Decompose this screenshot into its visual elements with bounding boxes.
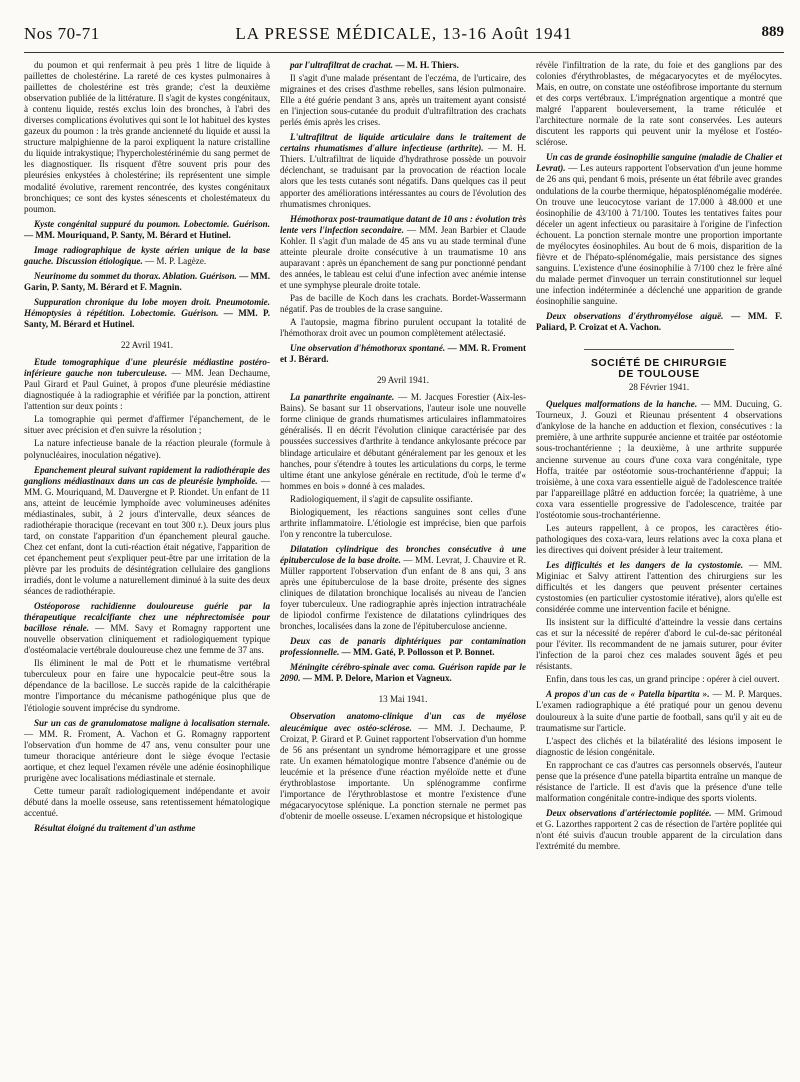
abstract (24, 297, 270, 330)
abstract-title: Un cas de grande éosinophilie sanguine (maladie de Chalier et Levrat). (536, 152, 782, 174)
abstract-title: L'ultrafiltrat de liquide articulaire dans le traitement de certains rhumatismes d'allure infectieuse (arthrite). (280, 132, 526, 154)
abstract-text: — MM. Jean Barbier et Claude Kohler. Il s'agit d'un malade de 45 ans vu au stade terminal d'une atteinte pleurale droite consécutive à un traumatisme 10 ans auparavant : après un épanchement de sang pur ponctionné pendant des années, le tableau est celui d'une infection avec anémie intense et une symphyse pleurale droite totale. (280, 224, 526, 290)
abstract-text: — Les auteurs rapportent l'observation d'un jeune homme de 26 ans qui, pendant 6 mois, présente un état fébrile avec grandes ondulations de la courbe thermique, hépatosplénomégalie modérée. On trouve une leucocytose variant de 17.000 à 48.000 et une éosinophilie de 43/100 à 71/100. Toutes les tentatives faites pour déceler un agent infectieux ou parasitaire à l'origine de l'infection échouent. La ponction sternale montre une proportion importante de myélocytes éosinophiles. Au bout de 6 mois, disparition de la fièvre et de l'hépato-splénomégalie, mais persistance des signes sanguins. L'existence d'une éosinophilie à 7/100 chez le frère aîné du malade permet d'invoquer un terrain constitutionnel sur lequel une infection indéterminée a déclenché une apparition de grande éosinophilie sanguine. (536, 163, 782, 306)
abstract-title: Neurinome du sommet du thorax. Ablation. Guérison. (34, 270, 237, 281)
abstract-text: — MM. Grimoud et G. Lazorthes rapportent 2 cas de résection de l'artère poplitée qui n'ont été suivis d'aucun trouble apparent de la circulation dans l'extrémité du membre. (536, 807, 782, 852)
abstract (280, 544, 526, 632)
abstract-text: — M. P. Marques. L'examen radiographique a été pratiqué pour un genou devenu douloureux à la suite d'une partie de football, sans qu'il y ait eu de traumatisme sur l'article. (536, 689, 782, 733)
abstract-title: Dilatation cylindrique des bronches consécutive à une épituberculose de la base droite. (280, 543, 526, 565)
abstract-title: Suppuration chronique du lobe moyen droit. Pneumotomie. Hémoptysies à répétition. Lobectomie. Guérison. (24, 296, 270, 318)
abstract-title: Deux cas de panaris diphtériques par contamination professionnelle. (280, 636, 526, 658)
abstract (280, 343, 526, 365)
abstract-title: Une observation d'hémothorax spontané. (290, 343, 446, 354)
paragraph: La tomographie qui permet d'affirmer l'épanchement, de le situer avec précision et d'en suivre la résolution ; (24, 414, 270, 436)
abstract-title: Kyste congénital suppuré du poumon. Lobectomie. Guérison. (34, 218, 270, 229)
abstract (24, 718, 270, 784)
abstract-title: Deux observations d'érythromyélose aiguë. (546, 311, 724, 322)
abstract-authors: — MM. R. Froment et J. Bérard. (280, 343, 526, 365)
abstract (24, 357, 270, 412)
abstract-text: — MM. J. Dechaume, P. Croizat, P. Girard et P. Guinet rapportent l'observation d'un homme de 56 ans présentant un syndrome hémorragipare et une grosse rate. Un examen hématologique montre l'absence d'anémie ou de leucémie et la présence d'une réaction myéloïde nette et d'une érythroblastose importante. Un splénogramme confirme l'importance de l'érythroblastose et montre l'existence d'une mégacaryocytose splénique. La ponction sternale ne permet pas d'obtenir de moelle osseuse. L'examen nécropsique et histologique (280, 722, 526, 821)
abstract-title: Hémothorax post-traumatique datant de 10 ans : évolution très lente vers l'infection secondaire. (280, 213, 526, 235)
abstract-title: Quelques malformations de la hanche. (546, 399, 698, 410)
abstract (280, 60, 526, 71)
abstract-title: Les difficultés et les dangers de la cystostomie. (546, 559, 744, 570)
abstract-text: — MM. Savy et Romagny rapportent une nouvelle observation cliniquement et radiologiquement typique d'ostéomalacie vertébrale douloureuse chez une femme de 37 ans. (24, 623, 270, 656)
abstract (24, 245, 270, 267)
abstract-authors: — MM. F. Paliard, P. Croizat et A. Vachon. (536, 311, 782, 333)
abstract (536, 689, 782, 733)
abstract (280, 214, 526, 291)
abstract (24, 465, 270, 598)
abstract-authors: — MM. Mouriquand, P. Santy, M. Bérard et Hutinel. (24, 229, 231, 240)
abstract-authors: — MM. P. Delore, Marion et Vagneux. (302, 673, 452, 684)
paragraph: Les auteurs rappellent, à ce propos, les caractères étio-pathologiques des coxa-vara, leurs relations avec la coxa plana et les directives qui doivent présider à leur traitement. (536, 522, 782, 555)
paragraph: En rapprochant ce cas d'autres cas personnels observés, l'auteur pense que la présence d'une patella bipartita entraîne un manque de résistance de l'article. Il est d'avis que la présence d'une telle malformation congénitale contre-indique des sports violents. (536, 759, 782, 803)
abstract-authors: — M. H. Thiers. (395, 60, 459, 70)
abstract (536, 399, 782, 521)
abstract-title: Résultat éloigné du traitement d'un asthme (34, 823, 196, 833)
abstract (280, 392, 526, 491)
paragraph: Pas de bacille de Koch dans les crachats. Bordet-Wassermann négatif. Pas de troubles de la crase sanguine. (280, 292, 526, 314)
session-date: 13 Mai 1941. (378, 694, 428, 705)
abstract-title: Image radiographique de kyste aérien unique de la base gauche. Discussion étiologique. (24, 244, 270, 266)
paragraph: Enfin, dans tous les cas, un grand principe : opérer à ciel ouvert. (546, 674, 780, 685)
paragraph: révèle l'infiltration de la rate, du foie et des ganglions par des colonies d'érythroblastes, de mégacaryocytes et de myélocytes. Mais, en outre, on constate une ostéofibrose importante du sternum et des corps vertébraux. L'imprégnation argentique a montré que malgré l'apparent bouleversement, la trame réticulée et l'architecture normale de la rate sont conservées. Les auteurs discutent les rapports qui peuvent unir la myélose et l'ostéo-sclérose. (536, 60, 782, 148)
abstract-title: Ostéoporose rachidienne douloureuse guérie par la thérapeutique recalcifiante chez une néphrectomisée pour bacillose rénale. (24, 601, 270, 634)
abstract-title: Observation anatomo-clinique d'un cas de myélose aleucémique avec ostéo-sclérose. (280, 711, 526, 733)
abstract-title: Deux observations d'artériectomie poplitée. (546, 807, 712, 818)
abstract-text: — MM. Miginiac et Salvy attirent l'attention des chirurgiens sur les difficultés et les dangers que peuvent présenter certaines cystostomies (en particulier cystostomie itérative), alors qu'elle est considérée comme une intervention facile et bénigne. (536, 559, 782, 615)
abstract-authors: — MM. Gaté, P. Pollosson et P. Bonnet. (341, 647, 495, 658)
paragraph: A l'autopsie, magma fibrino purulent occupant la totalité de l'hémothorax droit avec un poumon complètement atélectasié. (280, 317, 526, 339)
abstract-title: Sur un cas de granulomatose maligne à localisation sternale. (34, 717, 270, 728)
paragraph: Ils éliminent le mal de Pott et le rhumatisme vertébral tuberculeux pour en faire une hypocalcie peut-être sous la dépendance de la bacillose. Le succès rapide de la calcithérapie montre l'importance du mécanisme pathogénique plus que de l'étiologie souvent imprécise du syndrome. (24, 658, 270, 713)
abstract-title: Méningite cérébro-spinale avec coma. Guérison rapide par le 2090. (280, 662, 526, 684)
paragraph: Il s'agit d'une malade présentant de l'eczéma, de l'urticaire, des migraines et des crises d'asthme rebelles, sans lésion pulmonaire. Elle a été guérie pendant 3 ans, après un traitement ayant consisté en l'injection sous-cutanée du produit d'ultrafiltration des crachats perlés émis après les crises. (280, 73, 526, 128)
header-rule (24, 52, 784, 53)
abstract (536, 311, 782, 333)
column-1 (24, 60, 270, 1068)
paragraph: du poumon et qui renfermait à peu près 1 litre de liquide à paillettes de cholestérine. La rareté de ces kystes pulmonaires à paillettes de cholestérine est très grande; c'est la deuxième observation publiée de la littérature. Il s'agit de kystes congénitaux, à contenu liquide, restés exclus loin des bronches, à l'abri des diverses complications évolutives qui sont le lot habituel des kystes gazeux du poumon : la très grande ancienneté du liquide et aussi la structure malpighienne de la paroi expliquent la nature cristalline du liquide intrakystique; l'hypercholestérinémie du sang permet de les diagnostiquer. Ils risquent d'être souvent pris pour des pleurésies enkystées à cholestérine; ils représentent une simple modalité évolutive, rarement rencontrée, des kystes congénitaux bronchiques; ce sont des kystes sénescents et cholestémateux du poumon. (24, 60, 270, 214)
paragraph: L'aspect des clichés et la bilatéralité des lésions imposent le diagnostic de lésion congénitale. (536, 735, 782, 757)
abstract (536, 560, 782, 615)
abstract-title: Epanchement pleural suivant rapidement la radiothérapie des ganglions médiastinaux dans un cas de pleurésie lymphoïde. (24, 464, 270, 486)
abstract (280, 662, 526, 684)
abstract-title: par l'ultrafiltrat de crachat. (290, 60, 394, 70)
abstract (536, 152, 782, 307)
column-2 (280, 60, 526, 1068)
abstract-title: A propos d'un cas de « Patella bipartita ». (546, 689, 710, 700)
abstract-authors: — MM. P. Santy, M. Bérard et Hutinel. (24, 307, 270, 330)
abstract-authors: — M. P. Lagèze. (145, 255, 207, 266)
column-3 (536, 60, 782, 1068)
abstract (24, 601, 270, 656)
abstract-text: — MM. Jean Dechaume, Paul Girard et Paul Guinet, à propos d'une pleurésie médiastine diagnostiquée à la radiographie et vérifiée par la ponction, attirent l'attention sur deux points : (24, 368, 270, 412)
abstract (24, 271, 270, 293)
abstract-title: Etude tomographique d'une pleurésie médiastine postéro-inférieure gauche non tuberculeuse. (24, 357, 270, 379)
journal-title: LA PRESSE MÉDICALE, 13-16 Août 1941 (235, 24, 573, 43)
abstract-text: — M. H. Thiers. L'ultrafiltrat de liquide d'hydrathrose possède un pouvoir déclenchant, se traduisant par la provocation de réaction locale alors que les tests cutanés sont négatifs. Dans quelques cas il peut apporter des améliorations intéressantes au cours de l'évolution des rhumatismes chroniques. (280, 143, 526, 209)
society-heading: SOCIÉTÉ DE CHIRURGIE DE TOULOUSE (584, 349, 734, 380)
session-date: 22 Avril 1941. (120, 340, 174, 351)
page-header (24, 22, 784, 46)
paragraph: Radiologiquement, il s'agit de capsulite ossifiante. (290, 493, 473, 504)
abstract (280, 636, 526, 658)
page-number: 889 (761, 24, 784, 40)
session-date: 29 Avril 1941. (376, 375, 430, 386)
abstract-title: La panarthrite engainante. (290, 392, 395, 403)
paragraph: Biologiquement, les réactions sanguines sont celles d'une arthrite inflammatoire. L'étiologie est imprécise, bien que parfois l'on y rencontre la tuberculose. (280, 506, 526, 539)
session-date: 28 Février 1941. (628, 382, 690, 393)
paragraph: Ils insistent sur la difficulté d'atteindre la vessie dans certains cas et sur la nécessité de repérer d'abord le cul-de-sac péritonéal pour l'éviter. Ils recommandent de ne jamais suturer, pour éviter l'infection de la paroi chez ces malades souvent âgés et peu résistants. (536, 617, 782, 672)
abstract (24, 823, 270, 834)
abstract (280, 132, 526, 209)
abstract (536, 808, 782, 852)
abstract-text: — M. Jacques Forestier (Aix-les-Bains). Se basant sur 11 observations, l'auteur isole une nouvelle forme clinique de grands rhumatismes articulaires inflammatoires généralisés. Il en décrit l'évolution clinique caractérisée par des poussées successives d'arthrite à tendance ankylosante précoce par blindage articulaire et débutant généralement par les genoux et les hanches, pour s'étendre à toutes les articulations du corps, le terme ultime étant une ankylose générale en rectitude, d'où le terme d'« hommes en bois » donné à ces malades. (280, 392, 526, 491)
abstract-text: — MM. R. Froment, A. Vachon et G. Romagny rapportent l'observation d'un homme de 47 ans, venu consulter pour une tumeur thoracique antérieure dont le siège évoque l'ectasie aortique, et chez lequel l'examen révèle une adénie éosinophilique prurigène avec localisations médiastinale et sternale. (24, 728, 270, 783)
abstract-authors: — MM. Garin, P. Santy, M. Bérard et F. Magnin. (24, 270, 270, 292)
abstract-text: — MM. Levrat, J. Chauvire et R. Müller rapportent l'observation d'un enfant de 8 ans qui, 3 ans après une épituberculose de la base droite, présente des signes cliniques de dilatation bronchique localisés au niveau de l'ancien foyer tuberculeux. Une radiographie après injection intratrachéale de lipiodol confirme l'existence de dilatations cylindriques des bronches, localisées dans la zone de l'épituberculose ancienne. (280, 554, 526, 632)
issue-number: Nos 70-71 (24, 24, 100, 43)
abstract-text: — MM. G. Mouriquand, M. Dauvergne et P. Riondet. Un enfant de 11 ans, atteint de leucémie lymphoïde avec volumineuses adénites médiastinales, subit, à 2 jours d'intervalle, deux séances de radiothérapie thoracique (recevant en tout 300 r.). Deux jours plus tard, on constate l'apparition d'un épanchement pleural gauche. Chez cet enfant, dont la cuti-réaction était négative, l'apparition de cet épanchement peut s'expliquer peut-être par une irritation de la plèvre par les produits de désintégration cellulaire des ganglions irradiés, dont le volume a naturellement diminué à la suite des deux séances de radiothérapie. (24, 475, 270, 597)
paragraph: La nature infectieuse banale de la réaction pleurale (formule à polynucléaires, inoculation négative). (24, 438, 270, 460)
abstract-text: — MM. Ducuing, G. Tourneux, J. Gouzi et Rieunau présentent 4 observations d'ankylose de la hanche en adduction et flexion, consécutives : la première, à une arthrite suppurée ancienne et traitée par ostéotomie sous-trochantérienne ; la deuxième, à une arthrite suppurée ancienne survenue au cours d'une coxa vara congénitale, type Hoffa, traitée par ostéotomie sous-trochantérienne d'appui; la troisième, à une coxa vara essentielle aiguë de l'adolescence traitée par l'appareillage plâtré en adduction forcée; la quatrième, à une coxa vara essentielle progressive de l'adolescence, traitée par l'ostéotomie sous-trochantérienne. (536, 399, 782, 520)
abstract (24, 219, 270, 241)
paragraph: Cette tumeur paraît radiologiquement indépendante et avoir débuté dans la moelle osseuse, sans retentissement hématologique accentué. (24, 785, 270, 818)
abstract (280, 711, 526, 821)
